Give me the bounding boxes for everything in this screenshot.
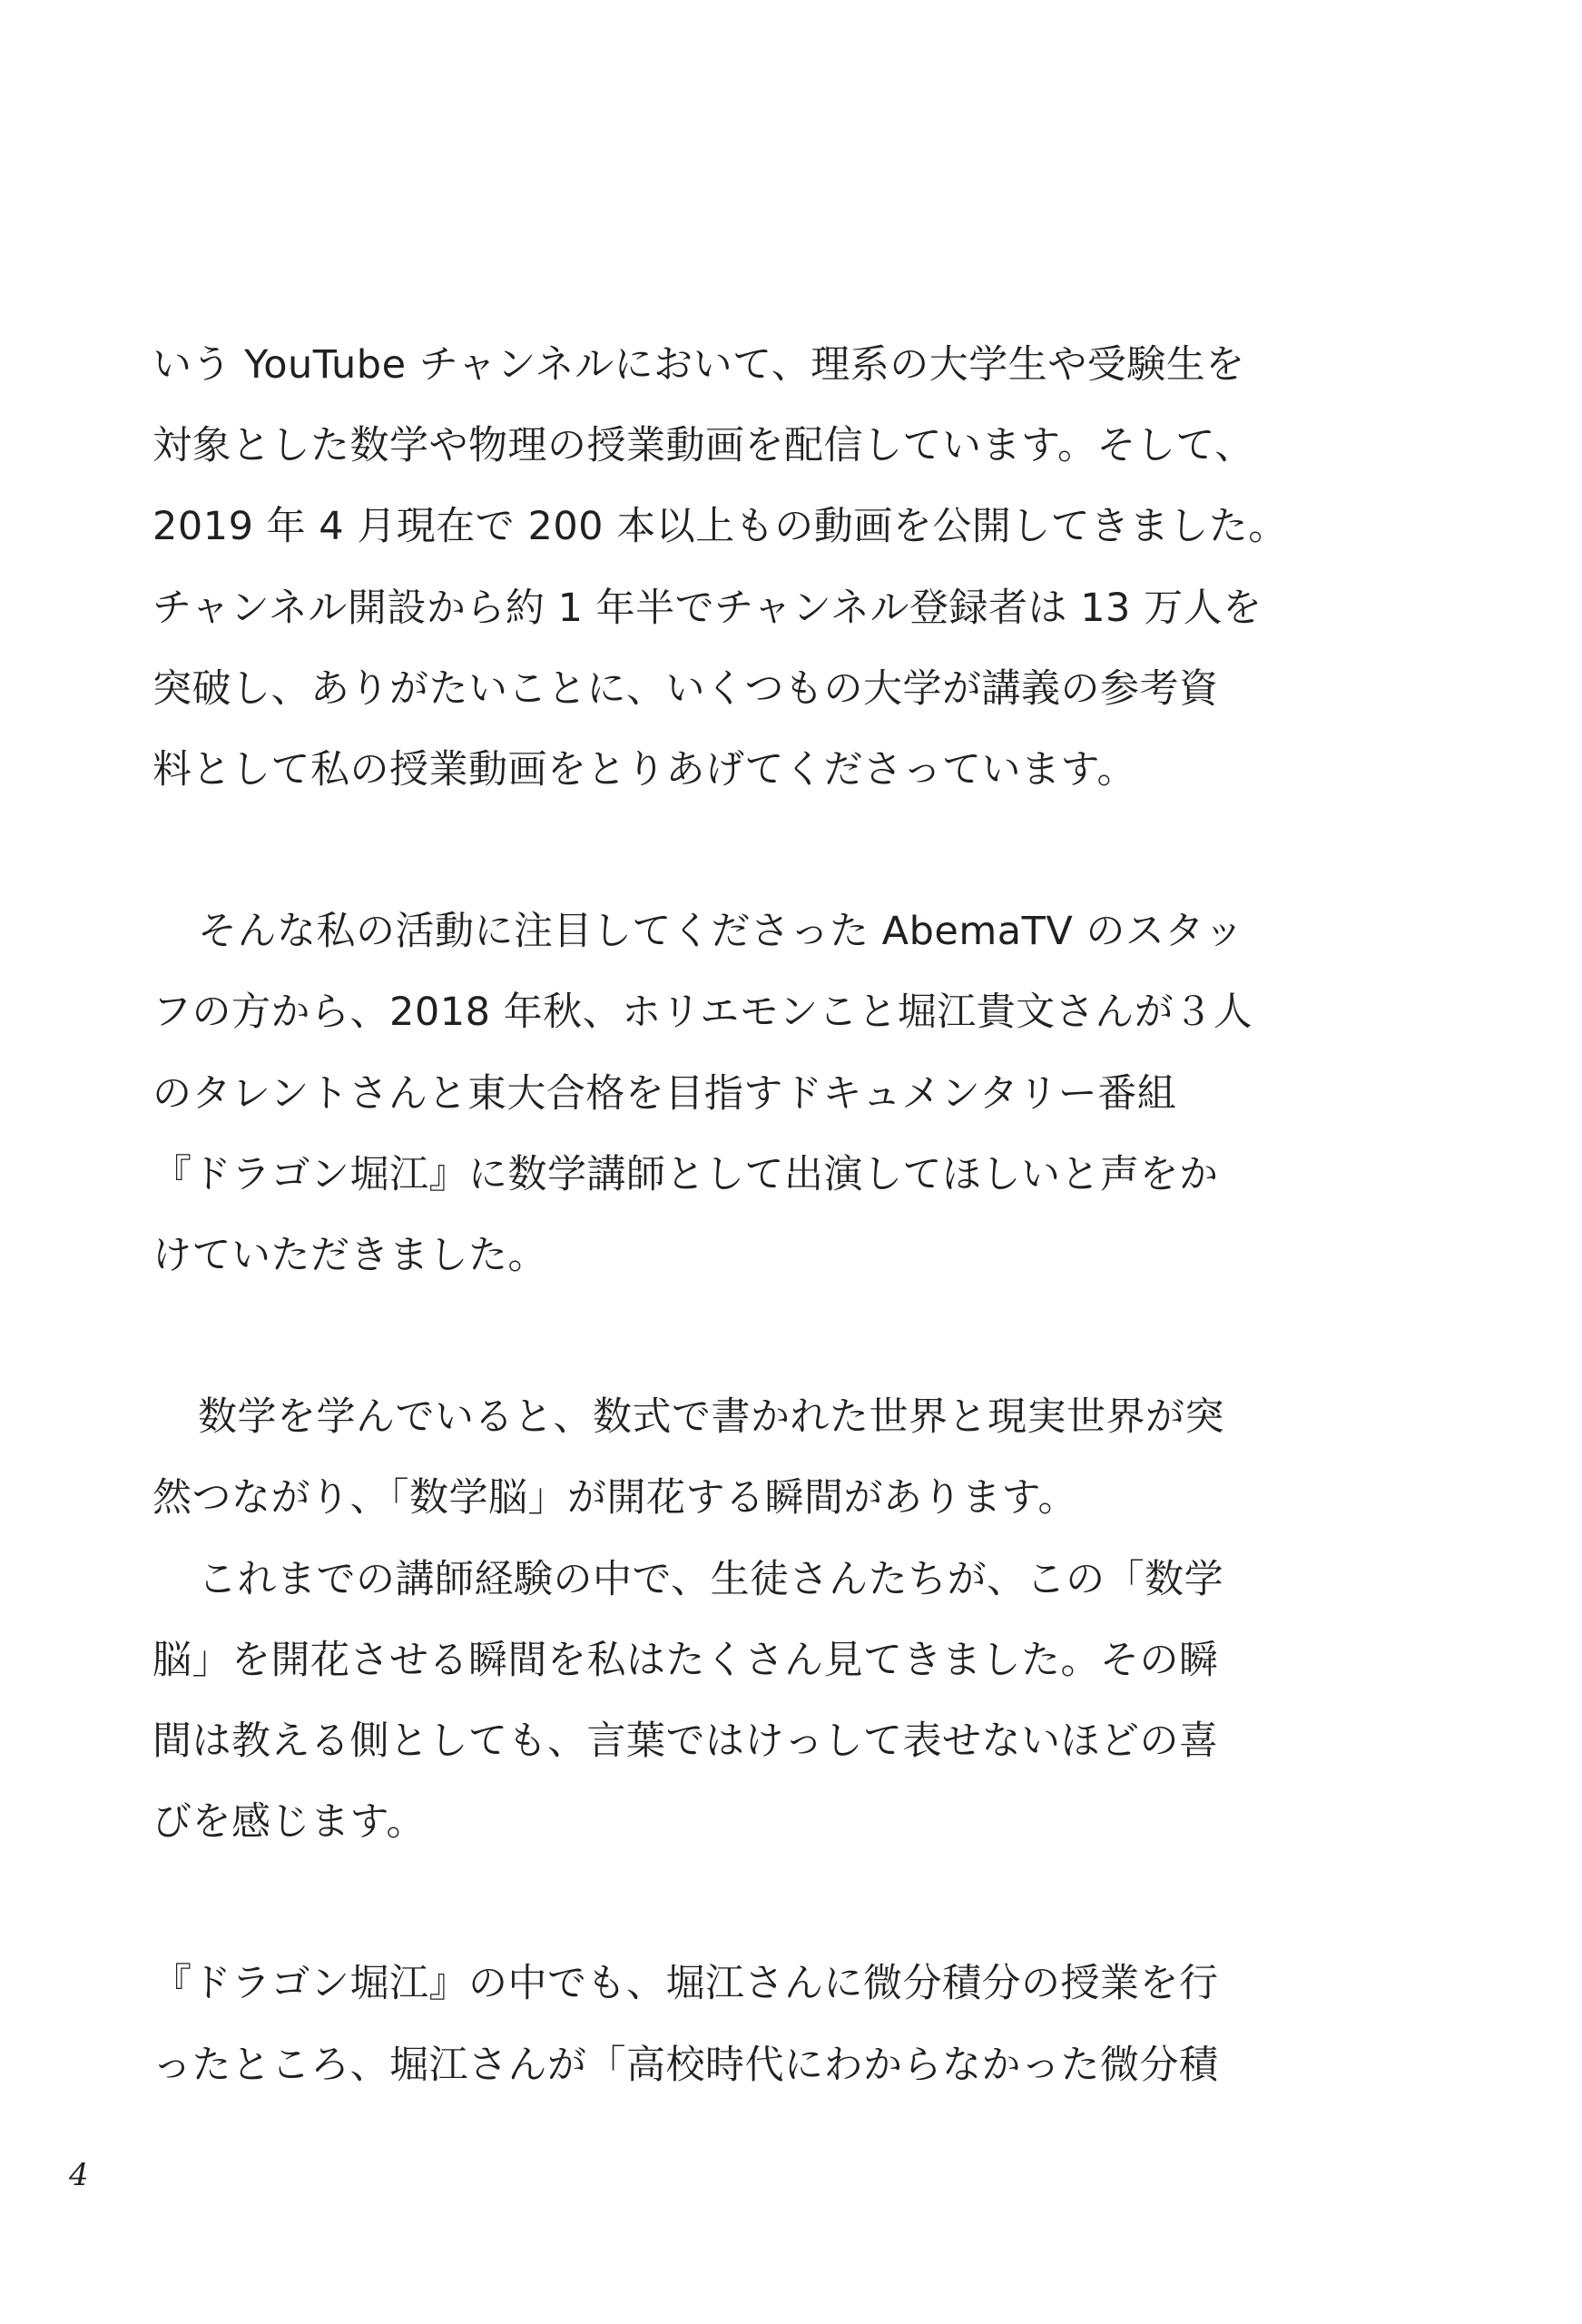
text-line: 2019 年 4 月現在で 200 本以上もの動画を公開してきました。	[152, 504, 1288, 549]
text-line: 『ドラゴン堀江』の中でも、堀江さんに微分積分の授業を行	[152, 1961, 1219, 2006]
page-number: 4	[69, 2157, 89, 2193]
text-line: 突破し、ありがたいことに、いくつもの大学が講義の参考資	[152, 666, 1219, 712]
text-line: のタレントさんと東大合格を目指すドキュメンタリー番組	[152, 1071, 1177, 1117]
text-line: フの方から、2018 年秋、ホリエモンこと堀江貴文さんが３人	[152, 990, 1253, 1035]
text-line: いう YouTube チャンネルにおいて、理系の大学生や受験生を	[152, 342, 1245, 388]
text-line: そんな私の活動に注目してくださった AbemaTV のスタッ	[198, 909, 1244, 954]
text-line: けていただきました。	[152, 1233, 547, 1278]
text-line: チャンネル開設から約 1 年半でチャンネル登録者は 13 万人を	[152, 586, 1263, 631]
text-line: 『ドラゴン堀江』に数学講師として出演してほしいと声をか	[152, 1152, 1219, 1197]
text-line: 然つながり、「数学脳」が開花する瞬間があります。	[152, 1475, 1078, 1521]
text-line: びを感じます。	[152, 1799, 427, 1845]
text-line: 対象とした数学や物理の授業動画を配信しています。そして、	[152, 423, 1254, 468]
text-line: 数学を学んでいると、数式で書かれた世界と現実世界が突	[198, 1394, 1224, 1440]
text-line: 間は教える側としても、言葉ではけっして表せないほどの喜	[152, 1718, 1219, 1764]
text-line: 脳」を開花させる瞬間を私はたくさん見てきました。その瞬	[152, 1638, 1219, 1683]
text-line: 料として私の授業動画をとりあげてくださっています。	[152, 747, 1137, 793]
text-line: ったところ、堀江さんが「高校時代にわからなかった微分積	[152, 2043, 1219, 2088]
text-line: これまでの講師経験の中で、生徒さんたちが、この「数学	[198, 1557, 1224, 1602]
